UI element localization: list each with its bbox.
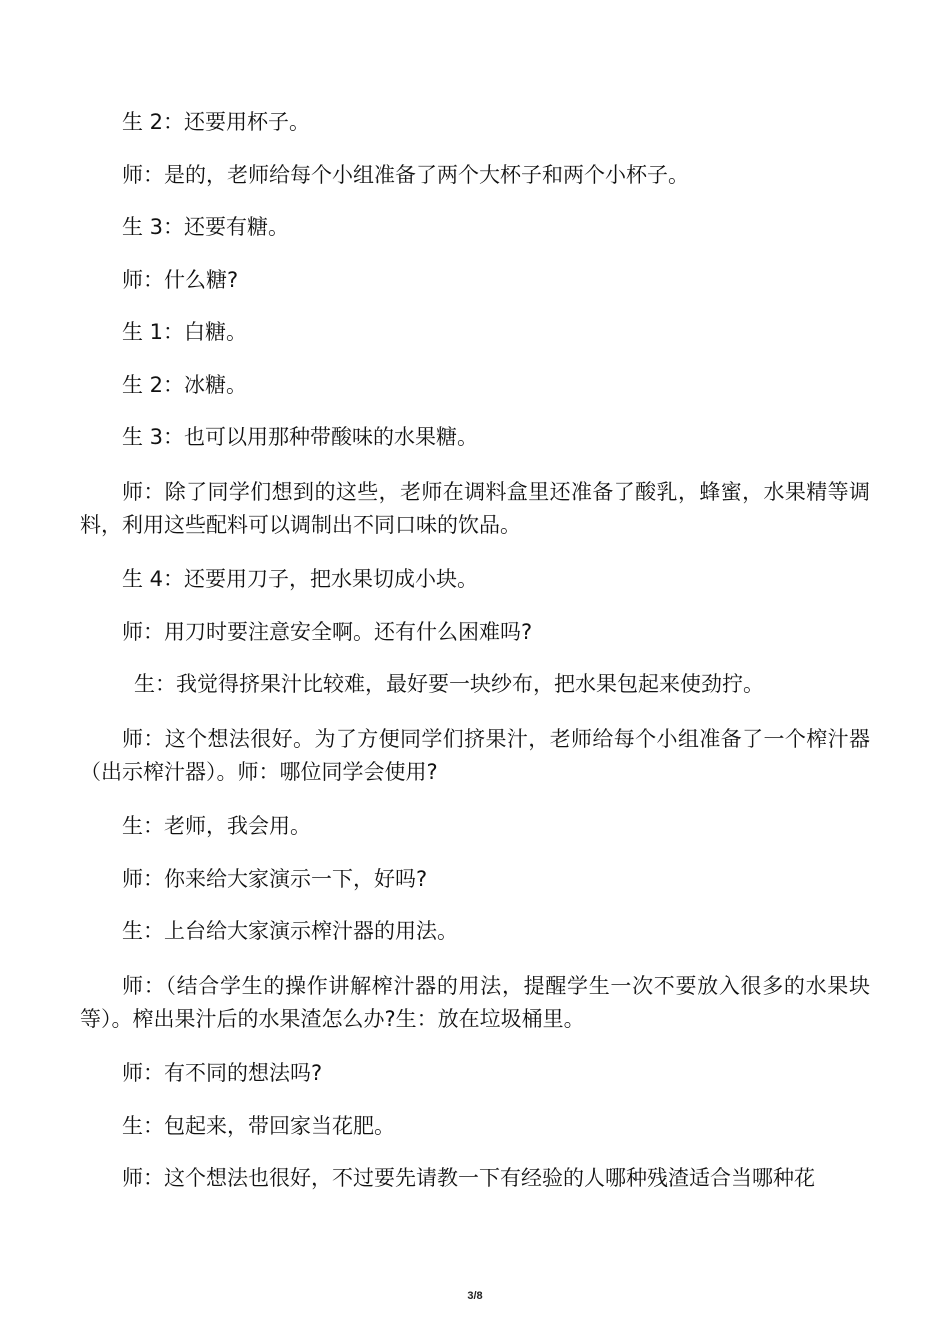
paragraph-16: 师：（结合学生的操作讲解榨汁器的用法，提醒学生一次不要放入很多的水果块等）。榨出果汁后的水果渣怎么办?生：放在垃圾桶里。 xyxy=(80,974,870,1031)
paragraph-8: 师：除了同学们想到的这些，老师在调料盒里还准备了酸乳，蜂蜜，水果精等调料，利用这些配料可以调制出不同口味的饮品。 xyxy=(80,480,870,537)
paragraph-14: 师：你来给大家演示一下，好吗? xyxy=(122,867,428,891)
paragraph-12: 师：这个想法很好。为了方便同学们挤果汁，老师给每个小组准备了一个榨汁器（出示榨汁器）。师：哪位同学会使用? xyxy=(80,727,870,784)
paragraph-7: 生 3：也可以用那种带酸味的水果糖。 xyxy=(122,425,479,449)
paragraph-1: 生 2：还要用杯子。 xyxy=(122,110,311,134)
paragraph-10: 师：用刀时要注意安全啊。还有什么困难吗? xyxy=(122,620,533,644)
paragraph-19: 师：这个想法也很好，不过要先请教一下有经验的人哪种残渣适合当哪种花 xyxy=(122,1166,815,1190)
paragraph-4: 师：什么糖? xyxy=(122,268,239,292)
paragraph-11: 生：我觉得挤果汁比较难，最好要一块纱布，把水果包起来使劲拧。 xyxy=(134,672,764,696)
paragraph-17: 师：有不同的想法吗? xyxy=(122,1061,323,1085)
paragraph-15: 生：上台给大家演示榨汁器的用法。 xyxy=(122,919,458,943)
paragraph-18: 生：包起来，带回家当花肥。 xyxy=(122,1114,395,1138)
paragraph-5: 生 1：白糖。 xyxy=(122,320,248,344)
paragraph-13: 生：老师，我会用。 xyxy=(122,814,311,838)
page-number: 3/8 xyxy=(467,1290,483,1302)
paragraph-2: 师：是的，老师给每个小组准备了两个大杯子和两个小杯子。 xyxy=(122,163,689,187)
paragraph-6: 生 2：冰糖。 xyxy=(122,373,248,397)
paragraph-3: 生 3：还要有糖。 xyxy=(122,215,290,239)
paragraph-9: 生 4：还要用刀子，把水果切成小块。 xyxy=(122,567,479,591)
